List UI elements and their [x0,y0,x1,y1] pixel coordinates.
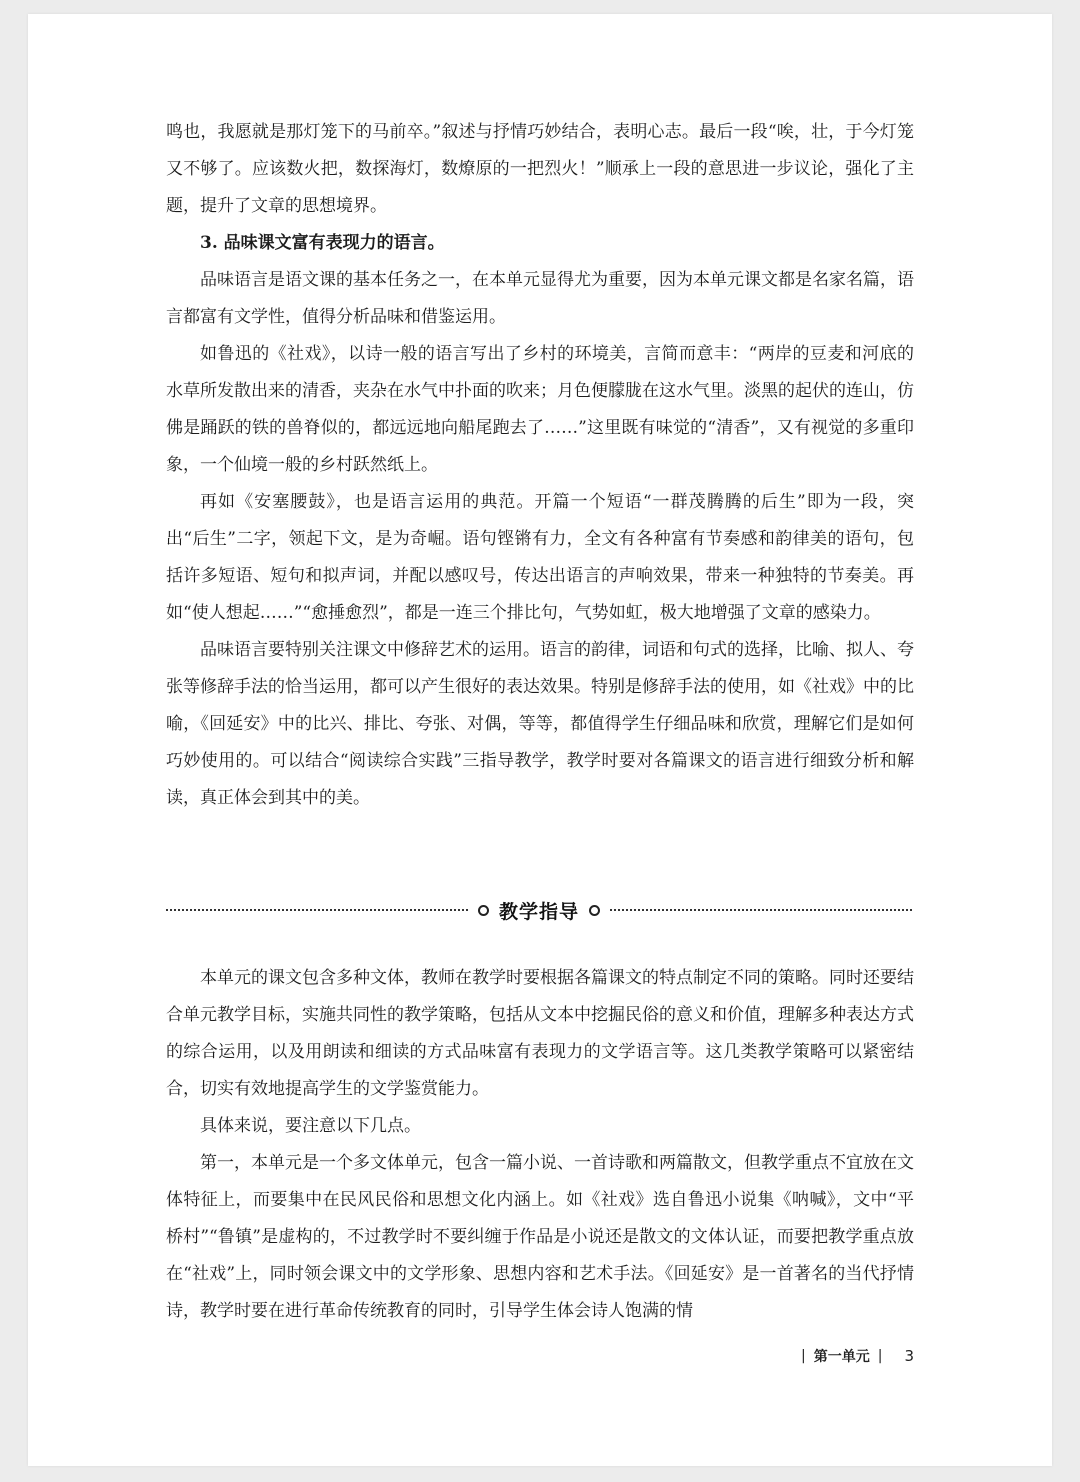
paragraph-continued: 鸣也，我愿就是那灯笼下的马前卒。”叙述与抒情巧妙结合，表明心志。最后一段“唉，壮，于今灯笼又不够了。应该数火把，数探海灯，数燎原的一把烈火！”顺承上一段的意思进一步议论，强化了主题，提升了文章的思想境界。 [166,122,914,216]
paragraph: 本单元的课文包含多种文体，教师在教学时要根据各篇课文的特点制定不同的策略。同时还要结合单元教学目标，实施共同性的教学策略，包括从文本中挖掘民俗的意义和价值，理解多种表达方式的综合运用，以及用朗读和细读的方式品味富有表现力的文学语言等。这几类教学策略可以紧密结合，切实有效地提高学生的文学鉴赏能力。 [166,968,914,1099]
body-section-language [166,114,914,817]
section-heading-divider [166,890,912,930]
circle-ornament-left [478,905,489,916]
circle-ornament-right [589,905,600,916]
footer-separator: | [877,1348,883,1364]
paragraph: 如鲁迅的《社戏》，以诗一般的语言写出了乡村的环境美，言简而意丰：“两岸的豆麦和河底的水草所发散出来的清香，夹杂在水气中扑面的吹来；月色便朦胧在这水气里。淡黑的起伏的连山，仿佛是踊跃的铁的兽脊似的，都远远地向船尾跑去了……”这里既有味觉的“清香”，又有视觉的多重印象，一个仙境一般的乡村跃然纸上。 [166,344,914,475]
paragraph: 第一，本单元是一个多文体单元，包含一篇小说、一首诗歌和两篇散文，但教学重点不宜放在文体特征上，而要集中在民风民俗和思想文化内涵上。如《社戏》选自鲁迅小说集《呐喊》，文中“平桥村”“鲁镇”是虚构的，不过教学时不要纠缠于作品是小说还是散文的文体认证，而要把教学重点放在“社戏”上，同时领会课文中的文学形象、思想内容和艺术手法。《回延安》是一首著名的当代抒情诗，教学时要在进行革命传统教育的同时，引导学生体会诗人饱满的情 [166,1153,914,1321]
paragraph: 品味语言要特别关注课文中修辞艺术的运用。语言的韵律，词语和句式的选择，比喻、拟人、夸张等修辞手法的恰当运用，都可以产生很好的表达效果。特别是修辞手法的使用，如《社戏》中的比喻，《回延安》中的比兴、排比、夸张、对偶，等等，都值得学生仔细品味和欣赏，理解它们是如何巧妙使用的。可以结合“阅读综合实践”三指导教学，教学时要对各篇课文的语言进行细致分析和解读，真正体会到其中的美。 [166,640,914,808]
footer-unit-label: 第一单元 [813,1349,870,1365]
paragraph: 品味语言是语文课的基本任务之一，在本单元显得尤为重要，因为本单元课文都是名家名篇，语言都富有文学性，值得分析品味和借鉴运用。 [166,270,914,327]
book-page [28,14,1052,1466]
page-footer [793,1346,914,1366]
page-number: 3 [904,1347,914,1365]
paragraph: 再如《安塞腰鼓》，也是语言运用的典范。开篇一个短语“一群茂腾腾的后生”即为一段，突出“后生”二字，领起下文，是为奇崛。语句铿锵有力，全文有各种富有节奏感和韵律美的语句，包括许多短语、短句和拟声词，并配以感叹号，传达出语言的声响效果，带来一种独特的节奏美。再如“使人想起……”“愈捶愈烈”，都是一连三个排比句，气势如虹，极大地增强了文章的感染力。 [166,492,914,623]
paragraph: 具体来说，要注意以下几点。 [200,1116,421,1136]
body-section-teaching-guide [166,960,914,1330]
subheading-language: 3. 品味课文富有表现力的语言。 [200,233,445,253]
footer-separator: | [801,1348,806,1364]
section-title: 教学指导 [499,900,580,923]
dotted-rule-right [610,909,912,911]
dotted-rule-left [166,909,468,911]
